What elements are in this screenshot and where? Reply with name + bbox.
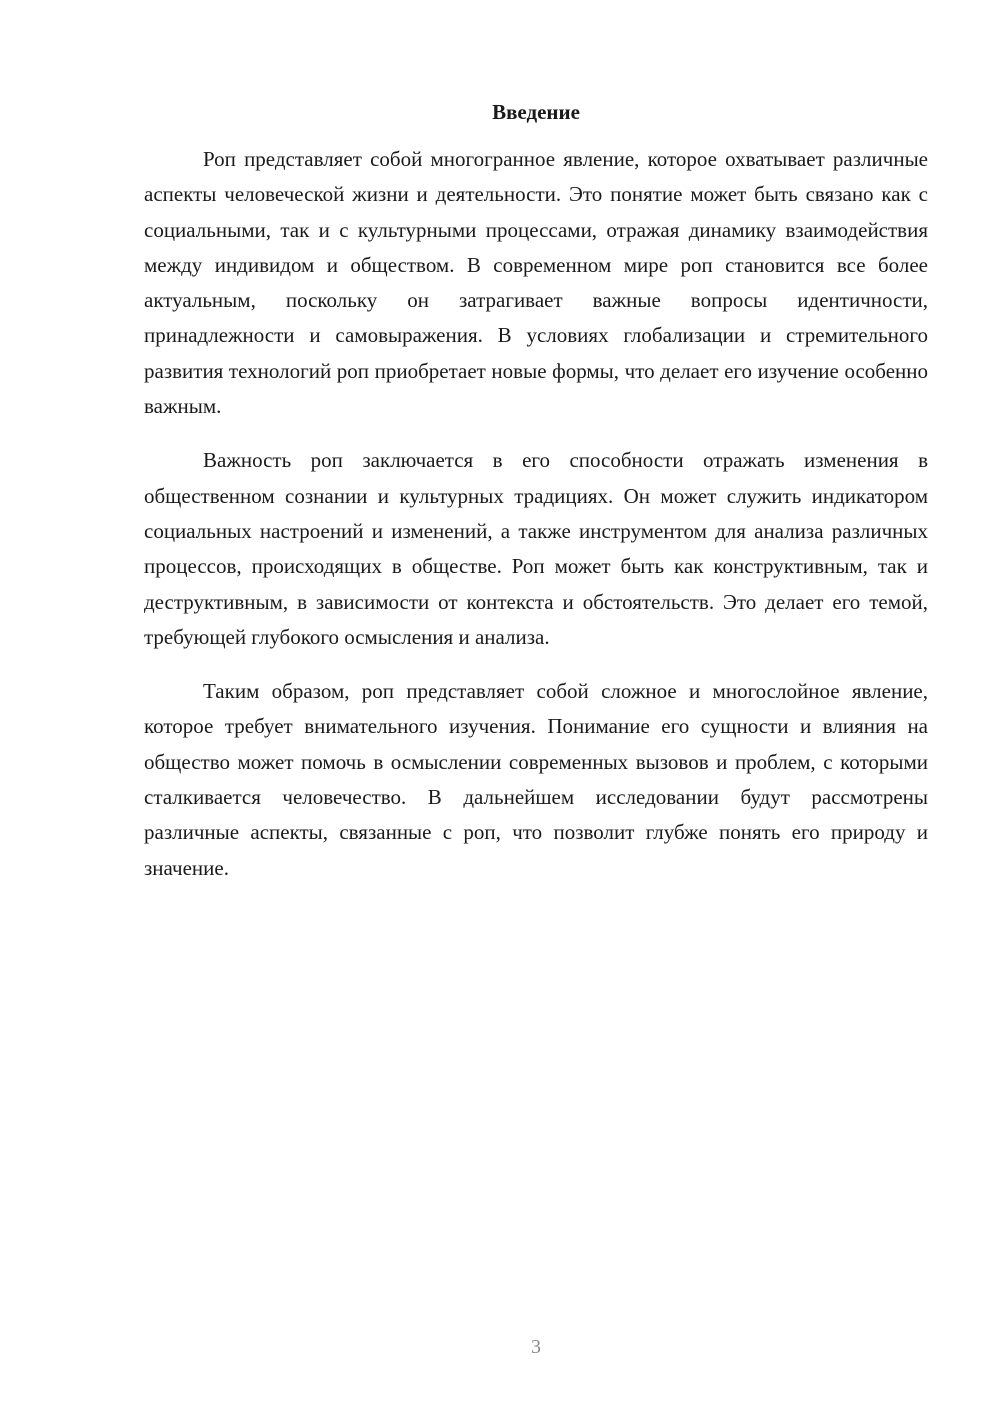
section-heading: Введение bbox=[492, 100, 580, 124]
paragraph-3: Таким образом, роп представляет собой сложное и многослойное явление, которое требует внимательного изучения. Понимание его сущности и влияния на общество может помочь в осмыслении современных вызовов и проблем, с которыми сталкивается человечество. В дальнейшем исследовании будут рассмотрены различные аспекты, связанные с роп, что позволит глубже понять его природу и значение. bbox=[144, 679, 928, 880]
page-number-footer bbox=[72, 1334, 1000, 1360]
paragraph-1: Роп представляет собой многогранное явление, которое охватывает различные аспекты человеческой жизни и деятельности. Это понятие может быть связано как с социальными, так и с культурными процессами, отражая динамику взаимодействия между индивидом и обществом. В современном мире роп становится все более актуальным, поскольку он затрагивает важные вопросы идентичности, принадлежности и самовыражения. В условиях глобализации и стремительного развития технологий роп приобретает новые формы, что делает его изучение особенно важным. bbox=[144, 147, 928, 419]
body-text bbox=[144, 142, 928, 905]
page-number: 3 bbox=[531, 1336, 541, 1358]
paragraph-2: Важность роп заключается в его способности отражать изменения в общественном сознании и культурных традициях. Он может служить индикатором социальных настроений и изменений, а также инструментом для анализа различных процессов, происходящих в обществе. Роп может быть как конструктивным, так и деструктивным, в зависимости от контекста и обстоятельств. Это делает его темой, требующей глубокого осмысления и анализа. bbox=[144, 448, 928, 649]
